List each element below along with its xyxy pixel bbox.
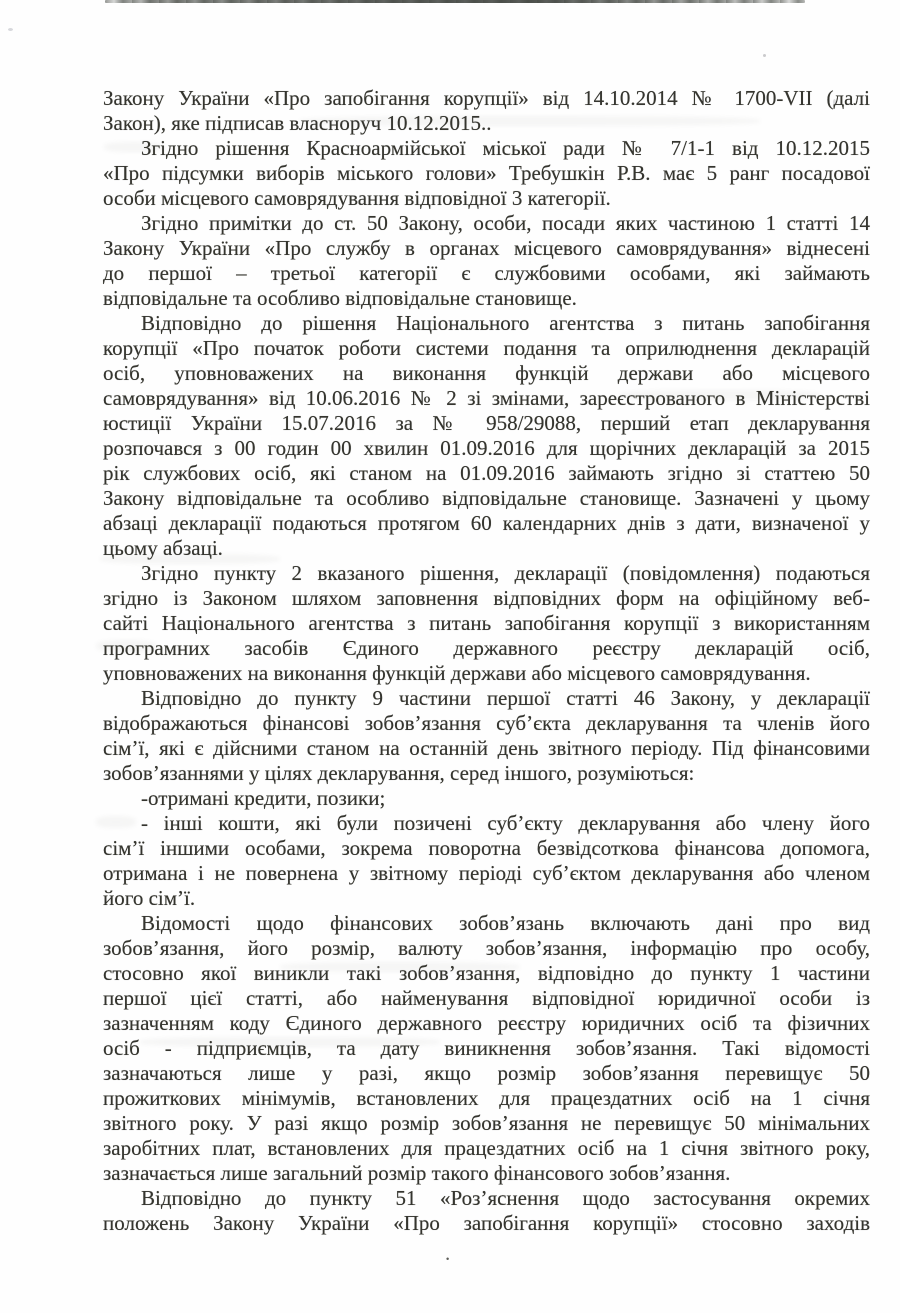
text-line: особи місцевого самоврядування відповідної 3 категорії. xyxy=(103,186,611,210)
text-line: Згідно пункту 2 вказаного рішення, декларації (повідомлення) подаються xyxy=(141,561,870,585)
text-line: Відповідно до рішення Національного агентства з питань запобігання xyxy=(141,311,870,335)
text-line: згідно із Законом шляхом заповнення відповідних форм на офіційному веб- xyxy=(103,586,870,610)
paragraph xyxy=(103,1186,870,1236)
text-line: самоврядування» від 10.06.2016 № 2 зі змінами, зареєстрованого в Міністерстві xyxy=(103,386,870,410)
text-line: Відповідно до пункту 9 частини першої статті 46 Закону, у декларації xyxy=(141,686,870,710)
text-line: зазначаються лише у разі, якщо розмір зобов’язання перевищує 50 xyxy=(103,1061,870,1085)
text-line: сайті Національного агентства з питань запобігання корупції з використанням xyxy=(103,611,870,635)
text-line: Згідно примітки до ст. 50 Закону, особи, посади яких частиною 1 статті 14 xyxy=(141,211,870,235)
scan-speck xyxy=(8,28,13,31)
text-line: осіб, уповноважених на виконання функцій держави або місцевого xyxy=(103,361,870,385)
text-line: Закону відповідальне та особливо відповідальне становище. Зазначені у цьому xyxy=(103,486,870,510)
paragraph xyxy=(103,561,870,686)
scan-edge-artifact xyxy=(105,0,805,3)
text-line: стосовно якої виникли такі зобов’язання, відповідно до пункту 1 частини xyxy=(103,961,870,985)
text-line: зобов’язаннями у цілях декларування, серед іншого, розуміються: xyxy=(103,761,695,785)
text-line: відображаються фінансові зобов’язання суб’єкта декларування та членів його xyxy=(103,711,870,735)
text-line: Відомості щодо фінансових зобов’язань включають дані про вид xyxy=(141,911,870,935)
paragraph xyxy=(103,136,870,211)
text-line: Згідно рішення Красноармійської міської ради № 7/1-1 від 10.12.2015 xyxy=(141,136,870,160)
text-line: заробітних плат, встановлених для працездатних осіб на 1 січня звітного року, xyxy=(103,1136,870,1160)
text-line: цьому абзаці. xyxy=(103,536,223,560)
text-line: програмних засобів Єдиного державного реєстру декларацій осіб, xyxy=(103,636,870,660)
text-line: зобов’язання, його розмір, валюту зобов’язання, інформацію про особу, xyxy=(103,936,870,960)
text-line: звітного року. У разі якщо розмір зобов’язання не перевищує 50 мінімальних xyxy=(103,1111,870,1135)
text-line: відповідальне та особливо відповідальне становище. xyxy=(103,286,577,310)
text-line: Закону України «Про службу в органах місцевого самоврядування» віднесені xyxy=(103,236,870,260)
text-line: Відповідно до пункту 51 «Роз’яснення щодо застосування окремих xyxy=(141,1186,870,1210)
document-text xyxy=(103,86,870,1236)
text-line: положень Закону України «Про запобігання корупції» стосовно заходів xyxy=(103,1211,870,1235)
paragraph xyxy=(103,786,870,811)
text-line: Закон), яке підписав власноруч 10.12.2015.. xyxy=(103,111,492,135)
text-line: зазначається лише загальний розмір такого фінансового зобов’язання. xyxy=(103,1161,731,1185)
paragraph xyxy=(103,911,870,1186)
text-line: зазначенням коду Єдиного державного реєстру юридичних осіб та фізичних xyxy=(103,1011,870,1035)
text-line: осіб - підприємців, та дату виникнення зобов’язання. Такі відомості xyxy=(103,1036,870,1060)
text-line: -отримані кредити, позики; xyxy=(141,786,386,810)
scan-speck xyxy=(763,54,766,57)
text-line: рік службових осіб, які станом на 01.09.2016 займають згідно зі статтею 50 xyxy=(103,461,870,485)
text-line: уповноважених на виконання функцій держави або місцевого самоврядування. xyxy=(103,661,811,685)
text-line: - інші кошти, які були позичені суб’єкту декларування або члену його xyxy=(141,811,870,835)
text-line: до першої – третьої категорії є службовими особами, які займають xyxy=(103,261,870,285)
text-line: юстиції України 15.07.2016 за № 958/29088, перший етап декларування xyxy=(103,411,870,435)
text-line: абзаці декларації подаються протягом 60 календарних днів з дати, визначеної у xyxy=(103,511,870,535)
text-line: корупції «Про початок роботи системи подання та оприлюднення декларацій xyxy=(103,336,870,360)
paragraph xyxy=(103,686,870,786)
text-line: «Про підсумки виборів міського голови» Требушкін Р.В. має 5 ранг посадової xyxy=(103,161,870,185)
text-line: сім’ї, які є дійсними станом на останній день звітного періоду. Під фінансовими xyxy=(103,736,870,760)
paragraph xyxy=(103,86,870,136)
text-line: прожиткових мінімумів, встановлених для працездатних осіб на 1 січня xyxy=(103,1086,870,1110)
text-line: його сім’ї. xyxy=(103,886,196,910)
paragraph xyxy=(103,311,870,561)
paragraph xyxy=(103,811,870,911)
stray-period-mark: . xyxy=(445,1241,451,1265)
text-line: розпочався з 00 годин 00 хвилин 01.09.2016 для щорічних декларацій за 2015 xyxy=(103,436,870,460)
text-line: Закону України «Про запобігання корупції» від 14.10.2014 № 1700-VII (далі xyxy=(103,86,870,110)
text-line: отримана і не повернена у звітному періоді суб’єктом декларування або членом xyxy=(103,861,870,885)
paragraph xyxy=(103,211,870,311)
text-line: сім’ї іншими особами, зокрема поворотна безвідсоткова фінансова допомога, xyxy=(103,836,870,860)
text-line: першої цієї статті, або найменування відповідної юридичної особи із xyxy=(103,986,870,1010)
